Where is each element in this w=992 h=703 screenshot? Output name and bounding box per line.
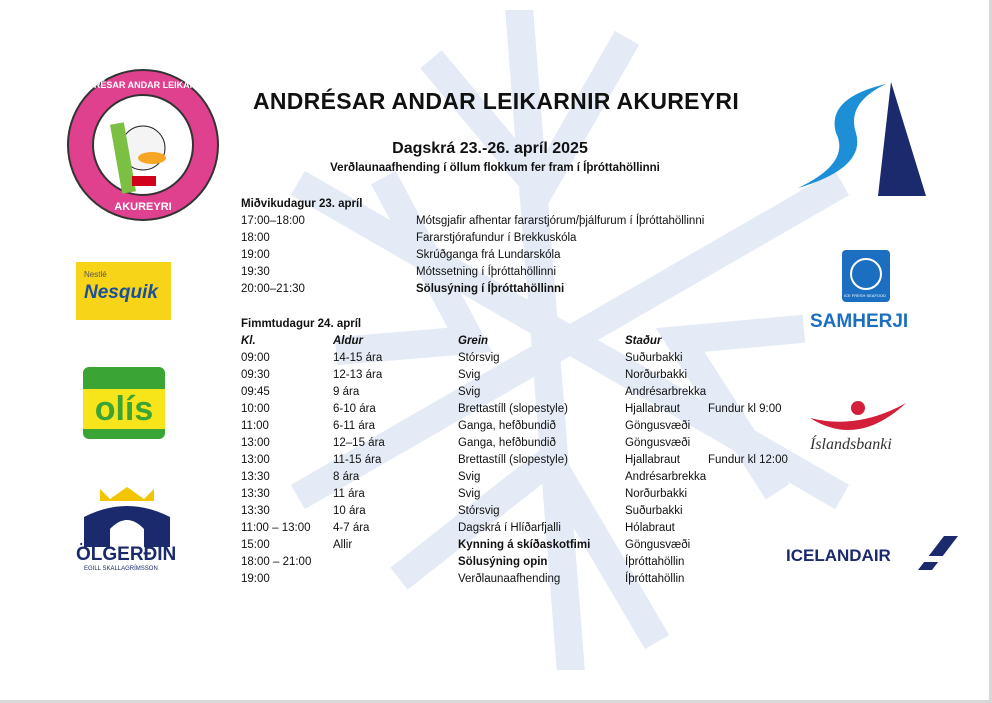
event-description: Mótsgjafir afhentar fararstjórum/þjálfurum í Íþróttahöllinni [416, 215, 705, 227]
event-location: Göngusvæði [625, 539, 691, 551]
event-location: Norðurbakki [625, 488, 687, 500]
event-time: 19:00 [241, 573, 270, 585]
icelandair-wing-icon [918, 536, 958, 570]
event-time: 13:00 [241, 437, 270, 449]
event-location: Norðurbakki [625, 369, 687, 381]
event-time: 11:00 [241, 420, 269, 432]
olgerdin-text: ÖLGERÐIN [76, 544, 177, 565]
olgerdin-crown-logo [80, 487, 174, 547]
event-location: Andrésarbrekka [625, 386, 707, 398]
event-time: 09:30 [241, 369, 270, 381]
event-event: Stórsvig [458, 505, 500, 517]
event-description: Fararstjórafundur í Brekkuskóla [416, 232, 577, 244]
event-description: Skrúðganga frá Lundarskóla [416, 249, 561, 261]
event-time: 18:00 [241, 232, 270, 244]
nestle-text: Nestlé [84, 270, 107, 279]
event-age: 11 ára [333, 488, 365, 500]
event-event: Svig [458, 386, 481, 398]
event-time: 11:00 – 13:00 [241, 522, 311, 534]
event-event: Svig [458, 369, 481, 381]
olis-logo [83, 367, 165, 439]
event-event: Ganga, hefðbundið [458, 420, 556, 432]
svg-text:AKUREYRI: AKUREYRI [114, 201, 172, 213]
event-location: Suðurbakki [625, 505, 683, 517]
event-time: 18:00 – 21:00 [241, 556, 312, 568]
event-age: 12–15 ára [333, 437, 385, 449]
event-age: 8 ára [333, 471, 360, 483]
event-time: 17:00–18:00 [241, 215, 305, 227]
event-location: Íþróttahöllin [625, 556, 685, 568]
event-time: 09:45 [241, 386, 270, 398]
event-description: Sölusýning í Íþróttahöllinni [416, 283, 565, 295]
event-age: 6-10 ára [333, 403, 376, 415]
event-time: 13:30 [241, 488, 270, 500]
event-time: 10:00 [241, 403, 270, 415]
samherji-emblem [842, 250, 890, 302]
event-event: Dagskrá í Hlíðarfjalli [458, 522, 561, 534]
event-description: Mótssetning í Íþróttahöllinni [416, 266, 556, 278]
event-location: Hólabraut [625, 522, 675, 534]
event-age: Allir [333, 539, 353, 551]
event-time: 19:30 [241, 266, 270, 278]
event-time: 09:00 [241, 352, 270, 364]
islandsbanki-emblem [808, 398, 908, 434]
event-age: 6-11 ára [333, 420, 375, 432]
column-header-aldur: Aldur [333, 335, 364, 347]
olgerdin-subtext: EGILL SKALLAGRÍMSSON [84, 566, 158, 572]
event-location: Suðurbakki [625, 352, 683, 364]
icelandair-text: ICELANDAIR [786, 546, 891, 565]
event-age: 11-15 ára [333, 454, 382, 466]
event-time: 13:00 [241, 454, 270, 466]
column-header-stadur: Staður [625, 335, 662, 347]
nesquik-logo [76, 262, 171, 320]
event-event: Svig [458, 488, 481, 500]
event-age: 12-13 ára [333, 369, 383, 381]
samherji-text: SAMHERJI [810, 311, 909, 332]
wednesday-heading: Miðvikudagur 23. apríl [241, 198, 363, 210]
column-header-kl: Kl. [241, 335, 256, 347]
event-event: Kynning á skíðaskotfimi [458, 539, 591, 551]
schedule-date: Dagskrá 23.-26. apríl 2025 [392, 140, 588, 157]
event-age: 10 ára [333, 505, 366, 517]
thursday-heading: Fimmtudagur 24. apríl [241, 318, 362, 330]
event-age: 14-15 ára [333, 352, 383, 364]
nesquik-text: Nesquik [84, 282, 158, 303]
event-event: Svig [458, 471, 481, 483]
event-time: 15:00 [241, 539, 270, 551]
event-age: 9 ára [333, 386, 360, 398]
event-note: Fundur kl 9:00 [708, 403, 782, 415]
event-location: Andrésarbrekka [625, 471, 707, 483]
olis-text: olís [83, 389, 165, 429]
event-event: Brettastíll (slopestyle) [458, 454, 568, 466]
column-header-grein: Grein [458, 335, 489, 347]
samherji-subtext: ICE FRESH SEAFOOD [844, 293, 887, 298]
islandsbanki-text: Íslandsbanki [810, 436, 892, 453]
event-time: 19:00 [241, 249, 270, 261]
event-event: Brettastíll (slopestyle) [458, 403, 568, 415]
event-time: 13:30 [241, 505, 270, 517]
event-event: Verðlaunaafhending [458, 573, 561, 585]
event-event: Stórsvig [458, 352, 500, 364]
event-location: Göngusvæði [625, 420, 691, 432]
event-age: 4-7 ára [333, 522, 370, 534]
page-title: ANDRÉSAR ANDAR LEIKARNIR AKUREYRI [252, 88, 740, 114]
event-time: 20:00–21:30 [241, 283, 305, 295]
event-time: 13:30 [241, 471, 270, 483]
event-location: Íþróttahöllin [625, 573, 685, 585]
svg-text:ANDRÉSAR ANDAR LEIKARNIR: ANDRÉSAR ANDAR LEIKARNIR [74, 80, 212, 90]
event-event: Sölusýning opin [458, 556, 548, 568]
event-location: Göngusvæði [625, 437, 691, 449]
event-note: Fundur kl 12:00 [708, 454, 788, 466]
event-location: Hjallabraut [625, 403, 680, 415]
event-event: Ganga, hefðbundið [458, 437, 556, 449]
schedule-subtitle: Verðlaunaafhending í öllum flokkum fer fram í Íþróttahöllinni [330, 162, 660, 174]
event-location: Hjallabraut [625, 454, 680, 466]
